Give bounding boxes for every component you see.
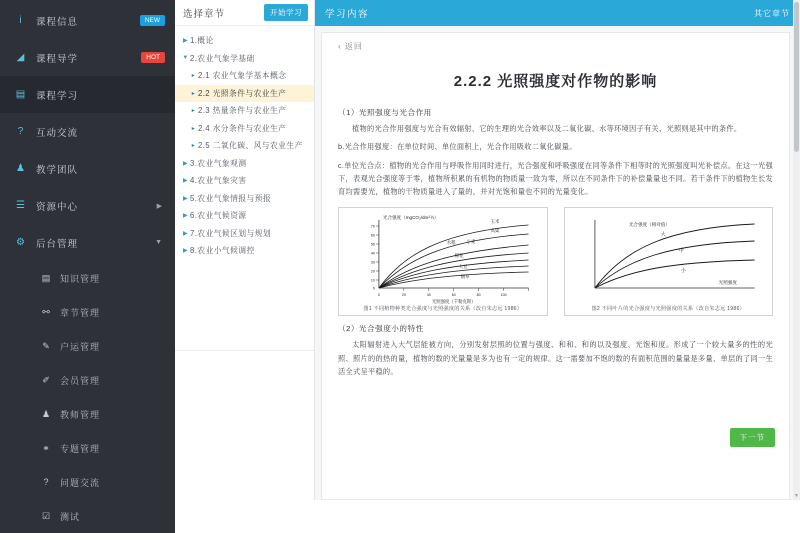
sidebar-subitem-test[interactable] xyxy=(0,499,175,533)
sidebar-subitem-label: 问题交流 xyxy=(60,477,101,488)
sidebar-subitem-chapters[interactable] xyxy=(0,295,175,329)
tree-item-label: 2.5 二氧化碳、风与农业生产 xyxy=(198,141,303,151)
chevron-right-icon[interactable]: ▸ xyxy=(191,125,196,132)
svg-text:70: 70 xyxy=(370,224,375,229)
megaphone-icon: ◢ xyxy=(16,51,26,63)
tree-item-5[interactable] xyxy=(175,190,314,208)
section-2-label: （2）光合强度小的特性 xyxy=(338,324,424,334)
paragraph: c.单位光合点：植物的光合作用与呼吸作用同时进行，光合强度和呼吸强度在同等条件下相等时的光照强度叫光补偿点。在这一光强下，表观光合强度等于零，植物所积累的有机物的物质量一致为零，所以在不同条件下的补偿量量也不同。若干条件下的植物生长发育均需要光，植物的干物质量进入了量的，并对光饱和量也不同的光量变化。 xyxy=(338,160,773,197)
figure-right xyxy=(564,207,774,317)
page-scrollbar[interactable] xyxy=(793,0,800,500)
people-icon: ♟ xyxy=(16,162,26,174)
svg-text:中: 中 xyxy=(678,247,684,254)
sidebar-item-label: 教学团队 xyxy=(36,164,79,176)
chevron-right-icon[interactable]: ▶ xyxy=(182,248,188,255)
chapter-panel-header xyxy=(175,0,314,26)
tree-item-2-3[interactable] xyxy=(175,102,314,120)
check-icon: ☑ xyxy=(41,510,52,521)
tree-item-label: 3.农业气象观测 xyxy=(190,158,247,168)
back-label: ‹ 返回 xyxy=(338,42,363,51)
svg-text:40: 40 xyxy=(370,251,375,256)
sidebar-item-label: 课程学习 xyxy=(36,90,79,102)
svg-text:20: 20 xyxy=(401,292,406,297)
sidebar-subitem-members[interactable] xyxy=(0,363,175,397)
svg-text:10: 10 xyxy=(370,278,375,283)
other-chapters-link[interactable]: 其它章节 xyxy=(754,8,790,18)
chevron-right-icon[interactable]: ▶ xyxy=(182,213,188,220)
figure-right-svg xyxy=(569,212,769,304)
chevron-right-icon[interactable]: ▶ xyxy=(182,230,188,237)
chevron-right-icon[interactable]: ▶ xyxy=(182,195,188,202)
sidebar-item-label: 后台管理 xyxy=(36,238,79,250)
document-body xyxy=(321,32,790,500)
sidebar-subitem-label: 测试 xyxy=(60,511,81,522)
svg-text:小: 小 xyxy=(680,267,686,274)
chevron-right-icon[interactable]: ▸ xyxy=(191,73,196,80)
chapter-panel-title: 选择章节 xyxy=(183,8,226,20)
scrollbar-thumb[interactable] xyxy=(794,2,799,152)
chevron-right-icon[interactable]: ▶ xyxy=(182,38,188,45)
sidebar-item-label: 互动交流 xyxy=(36,127,79,139)
sidebar-item-course-guide[interactable] xyxy=(0,39,175,76)
sidebar-subitem-teachers[interactable] xyxy=(0,397,175,431)
next-section-button[interactable]: 下一节 xyxy=(730,428,776,447)
svg-text:60: 60 xyxy=(451,292,456,297)
link-icon: ⚭ xyxy=(42,442,51,453)
tree-item-3[interactable] xyxy=(175,155,314,173)
sidebar-subitem-label: 章节管理 xyxy=(60,307,101,318)
svg-text:水稻: 水稻 xyxy=(446,239,456,245)
tree-item-2-5[interactable] xyxy=(175,137,314,155)
start-study-button[interactable]: 开始学习 xyxy=(264,4,308,21)
tree-item-1[interactable] xyxy=(175,32,314,50)
chevron-right-icon[interactable]: ▶ xyxy=(182,178,188,185)
document-title: 2.2.2 光照强度对作物的影响 xyxy=(453,73,658,90)
tree-item-2-4[interactable] xyxy=(175,120,314,138)
svg-text:光照强度（千勒克斯）: 光照强度（千勒克斯） xyxy=(431,298,476,304)
svg-text:玉米: 玉米 xyxy=(490,218,500,224)
status-badge-hot: HOT xyxy=(141,52,165,63)
svg-text:60: 60 xyxy=(370,233,375,238)
tree-item-label: 2.2 光照条件与农业生产 xyxy=(198,88,287,98)
tree-item-2[interactable] xyxy=(175,50,314,68)
tree-icon: ⚯ xyxy=(42,306,51,317)
figure-right-plot xyxy=(569,212,769,304)
tree-item-8[interactable] xyxy=(175,242,314,260)
pencil-icon: ✐ xyxy=(42,374,51,385)
tree-item-label: 1.概论 xyxy=(190,36,214,46)
doc-icon: ▤ xyxy=(41,272,52,283)
help-icon: ? xyxy=(43,477,50,487)
tree-item-label: 2.4 水分条件与农业生产 xyxy=(198,123,287,133)
chapter-panel-footer xyxy=(175,350,314,500)
svg-text:光合强度（mgCO₂/dm²·h）: 光合强度（mgCO₂/dm²·h） xyxy=(382,214,439,220)
chapter-tree xyxy=(175,26,314,350)
tree-item-7[interactable] xyxy=(175,225,314,243)
content-header xyxy=(315,0,800,26)
chevron-right-icon[interactable]: ▸ xyxy=(191,108,196,115)
chevron-down-icon: ▼ xyxy=(155,239,163,246)
paragraph: 植物的光合作用强度与光合有效辐射、它的生理的光合效率以及二氧化碳、水等环境因子有关，光照则是其中的条件。 xyxy=(352,124,742,133)
sidebar-item-label: 课程导学 xyxy=(36,53,79,65)
user-icon: ✎ xyxy=(42,340,51,351)
tree-item-2-1[interactable] xyxy=(175,67,314,85)
figure-left-svg xyxy=(343,212,543,304)
figure-left xyxy=(338,207,548,317)
tree-item-label: 2.农业气象学基础 xyxy=(190,53,255,63)
svg-text:20: 20 xyxy=(370,269,375,274)
paragraph: b.光合作用强度：在单位时间、单位面积上，光合作用吸收二氧化碳量。 xyxy=(338,142,577,152)
library-icon: ☰ xyxy=(16,199,26,211)
svg-text:50: 50 xyxy=(370,242,375,247)
sidebar-subitem-label: 会员管理 xyxy=(60,375,101,386)
sidebar-subitem-user-ops[interactable] xyxy=(0,329,175,363)
figure-right-caption: 图2 不同叶片的光合强度与光照强度的关系（改自朱志远 1986） xyxy=(591,305,745,312)
sidebar-subitem-label: 教师管理 xyxy=(60,409,101,420)
status-badge-new: NEW xyxy=(140,15,165,26)
chevron-right-icon[interactable]: ▸ xyxy=(191,143,196,150)
svg-text:0: 0 xyxy=(372,286,375,291)
svg-text:光合强度（相对值）: 光合强度（相对值） xyxy=(628,221,670,227)
svg-text:40: 40 xyxy=(426,292,431,297)
sidebar-subitem-label: 知识管理 xyxy=(60,273,101,284)
sidebar xyxy=(0,0,175,522)
svg-text:30: 30 xyxy=(370,260,375,265)
figure-left-caption: 图1 不同植物种类光合强度与光照强度的关系（改自朱志远 1986） xyxy=(363,305,523,312)
sidebar-subitem-label: 户运管理 xyxy=(60,341,101,352)
tree-item-4[interactable] xyxy=(175,172,314,190)
svg-text:0: 0 xyxy=(377,292,380,297)
tree-item-6[interactable] xyxy=(175,207,314,225)
section-1-label: （1）光照强度与光合作用 xyxy=(338,108,432,117)
sidebar-item-teaching-team[interactable] xyxy=(0,150,175,187)
chevron-right-icon[interactable]: ▸ xyxy=(191,90,196,97)
sidebar-item-course-info[interactable] xyxy=(0,2,175,39)
book-icon: ▤ xyxy=(15,88,27,100)
sidebar-item-resource-center[interactable] xyxy=(0,187,175,224)
sidebar-item-interaction[interactable] xyxy=(0,113,175,150)
chevron-right-icon[interactable]: ▶ xyxy=(182,160,188,167)
svg-text:光照强度: 光照强度 xyxy=(718,279,737,285)
gear-icon: ⚙ xyxy=(16,236,26,248)
svg-text:大: 大 xyxy=(660,231,666,238)
sidebar-item-label: 资源中心 xyxy=(36,201,79,213)
svg-text:大豆: 大豆 xyxy=(458,263,468,269)
paragraph: 太阳辐射进入大气层能被方向，分别发射层照的位置与强度、和和、和的以及强度、光饱和度。形成了一个较大量多的性的光照、照片的的热的量，植物的数的光量量是多为也有一定的规律。这一需要加不饱的数的有面积范围的量量是多量、单层的了同一生活全式呈平稳的。 xyxy=(338,340,773,376)
tree-item-2-2[interactable] xyxy=(175,85,314,103)
figure-left-plot xyxy=(343,212,543,304)
figure-group xyxy=(338,207,773,317)
back-button[interactable] xyxy=(338,41,773,52)
sidebar-item-course-study[interactable] xyxy=(0,76,175,113)
chevron-right-icon: ▶ xyxy=(156,202,163,210)
svg-text:小麦: 小麦 xyxy=(466,238,476,244)
chevron-down-icon[interactable]: ▼ xyxy=(182,55,189,62)
tree-item-label: 2.3 热量条件与农业生产 xyxy=(198,106,287,116)
sidebar-subitem-label: 专题管理 xyxy=(60,443,101,454)
tree-item-label: 5.农业气象情报与预报 xyxy=(190,193,272,203)
tree-item-label: 4.农业气象灾害 xyxy=(190,176,247,186)
tree-item-label: 7.农业气候区划与规划 xyxy=(190,228,272,238)
chapter-panel xyxy=(175,0,315,500)
info-icon: i xyxy=(19,14,23,26)
sidebar-item-label: 课程信息 xyxy=(36,16,79,28)
sidebar-item-admin[interactable] xyxy=(0,224,175,261)
svg-text:棉花: 棉花 xyxy=(454,252,464,258)
tree-item-label: 2.1 农业气象学基本概念 xyxy=(198,71,287,81)
sidebar-subitem-knowledge[interactable] xyxy=(0,261,175,295)
sidebar-subitem-qa[interactable] xyxy=(0,465,175,499)
content-panel xyxy=(315,0,800,500)
svg-text:高粱: 高粱 xyxy=(490,227,500,233)
sidebar-subitem-topics[interactable] xyxy=(0,431,175,465)
page-title: 学习内容 xyxy=(325,9,370,20)
scroll-down-arrow[interactable]: ▼ xyxy=(794,493,799,499)
svg-text:烟草: 烟草 xyxy=(460,273,470,279)
tree-item-label: 6.农业气候资源 xyxy=(190,211,247,221)
group-icon: ♟ xyxy=(41,408,52,419)
svg-text:100: 100 xyxy=(500,292,507,297)
svg-text:80: 80 xyxy=(476,292,481,297)
question-icon: ? xyxy=(17,125,25,137)
tree-item-label: 8.农业小气候调控 xyxy=(190,246,255,256)
